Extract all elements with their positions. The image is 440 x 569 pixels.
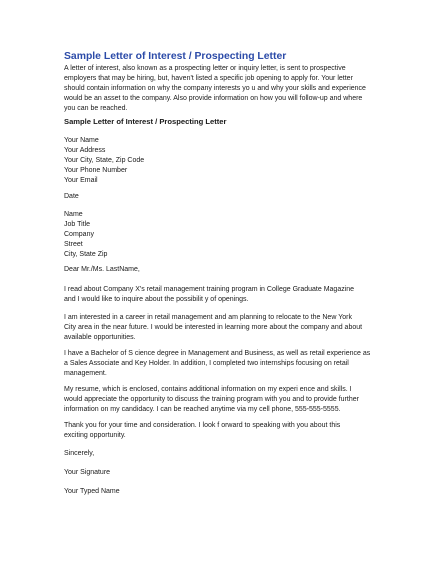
body-line: I read about Company X's retail management training program in College Graduate Magazine: [64, 286, 355, 293]
body-line: management.: [64, 370, 107, 377]
recipient-city: City, State Zip: [64, 251, 108, 258]
recipient-street: Street: [64, 241, 83, 248]
body-line: I am interested in a career in retail management and am planning to relocate to the New York: [64, 314, 352, 321]
body-paragraph-2: [64, 313, 362, 343]
body-paragraph-4: [64, 385, 359, 415]
body-line: information on my candidacy. I can be reached anytime via my cell phone, 555-555-5555.: [64, 406, 341, 413]
sender-city: Your City, State, Zip Code: [64, 157, 145, 164]
sender-block: [64, 136, 144, 186]
body-line: would appreciate the opportunity to discuss the training program with you and to provide further: [64, 396, 359, 403]
body-paragraph-1: [64, 285, 354, 305]
body-paragraph-3: [64, 349, 370, 379]
sender-name: Your Name: [64, 137, 99, 144]
body-paragraph-5: [64, 421, 340, 441]
body-line: I have a Bachelor of S cience degree in Management and Business, as well as retail experience as: [64, 350, 371, 357]
recipient-title: Job Title: [64, 221, 91, 228]
intro-line: you can be reached.: [64, 105, 128, 112]
recipient-block: [64, 210, 107, 260]
sender-phone: Your Phone Number: [64, 167, 128, 174]
sender-address: Your Address: [64, 147, 106, 154]
body-line: a Sales Associate and Key Holder. In addition, I completed two internships focusing on retail: [64, 360, 349, 367]
typed-name-line: Your Typed Name: [64, 488, 120, 495]
date-line: Date: [64, 193, 79, 200]
page-title: Sample Letter of Interest / Prospecting Letter: [64, 51, 287, 62]
sender-email: Your Email: [64, 177, 98, 184]
body-line: Thank you for your time and consideration. I look f orward to speaking with you about this: [64, 422, 341, 429]
intro-paragraph: [64, 64, 366, 114]
intro-line: would be an asset to the company. Also provide information on how you will follow-up and where: [64, 95, 363, 102]
body-line: City area in the near future. I would be interested in learning more about the company and about: [64, 324, 363, 331]
section-heading: Sample Letter of Interest / Prospecting Letter: [64, 117, 227, 126]
recipient-company: Company: [64, 231, 94, 238]
body-line: My resume, which is enclosed, contains additional information on my experi ence and skills. I: [64, 386, 352, 393]
salutation: Dear Mr./Ms. LastName,: [64, 266, 140, 273]
signature-line: Your Signature: [64, 469, 111, 476]
body-line: exciting opportunity.: [64, 432, 126, 439]
recipient-name: Name: [64, 211, 83, 218]
intro-line: should contain information on why the company interests yo u and why your skills and experience: [64, 85, 366, 92]
closing: Sincerely,: [64, 450, 95, 457]
intro-line: employers that may be hiring, but, haven't listed a specific job opening to apply for. Your letter: [64, 75, 353, 82]
intro-line: A letter of interest, also known as a prospecting letter or inquiry letter, is sent to prospective: [64, 65, 346, 72]
body-line: available opportunities.: [64, 334, 136, 341]
body-line: and I would like to inquire about the possibilit y of openings.: [64, 296, 249, 303]
